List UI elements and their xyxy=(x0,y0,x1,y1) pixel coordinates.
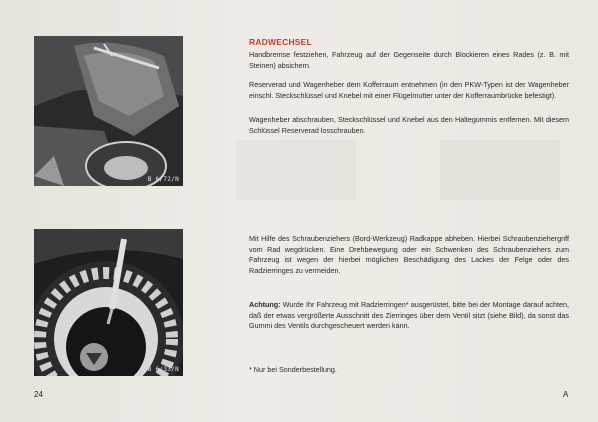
paragraph-spare-wheel: Reserverad und Wagenheber dem Kofferraum entnehmen (in den PKW-Typen ist der Wagenheber einschl. Steckschlüssel und Knebel mit einer Flügelmutter unter der Kofferraumbrücke befestigt). xyxy=(249,80,569,100)
section-letter: A xyxy=(563,390,569,399)
attention-label: Achtung: xyxy=(249,300,281,309)
page-number: 24 xyxy=(34,390,43,399)
bleed-through xyxy=(236,140,356,200)
section-heading: RADWECHSEL xyxy=(249,37,312,47)
wheel-illustration xyxy=(34,229,183,376)
paragraph-hubcap: Mit Hilfe des Schraubenziehers (Bord-Werkzeug) Radkappe abheben. Hierbei Schraubenziehergriff vom Rad wegdrücken. Eine Drehbewegung oder ein Schwenken des Schraubenziehers zum Fahrzeug ist wegen der hierbei möglichen Beschädigung des Lackes der Felge oder des Radzierringes zu vermeiden. xyxy=(249,234,569,275)
bleed-through xyxy=(440,140,560,200)
photo-wheel-hubcap xyxy=(34,229,183,376)
attention-body: Wurde Ihr Fahrzeug mit Radzierringen* ausgerüstet, bitte bei der Montage darauf achten, daß der etwas vergrößerte Ausschnitt des Zierringes über dem Ventil sitzt (siehe Bild), da sonst das Gummi des Ventils durchgescheuert werden kann. xyxy=(249,300,569,331)
photo-code: B 6/72/N xyxy=(147,176,179,183)
footnote: * Nur bei Sonderbestellung. xyxy=(249,365,337,374)
paragraph-handbrake: Handbremse festziehen, Fahrzeug auf der Gegenseite durch Blockieren eines Rades (z. B. mit Steinen) absichern. xyxy=(249,50,569,70)
trunk-illustration xyxy=(34,36,183,186)
photo-code: B 6/33/N xyxy=(147,366,179,373)
paragraph-attention xyxy=(249,300,569,332)
photo-trunk-jack xyxy=(34,36,183,186)
paragraph-unscrew-jack: Wagenheber abschrauben, Steckschlüssel und Knebel aus den Haltegummis entfernen. Mit diesem Schlüssel Reserverad losschrauben. xyxy=(249,115,569,135)
